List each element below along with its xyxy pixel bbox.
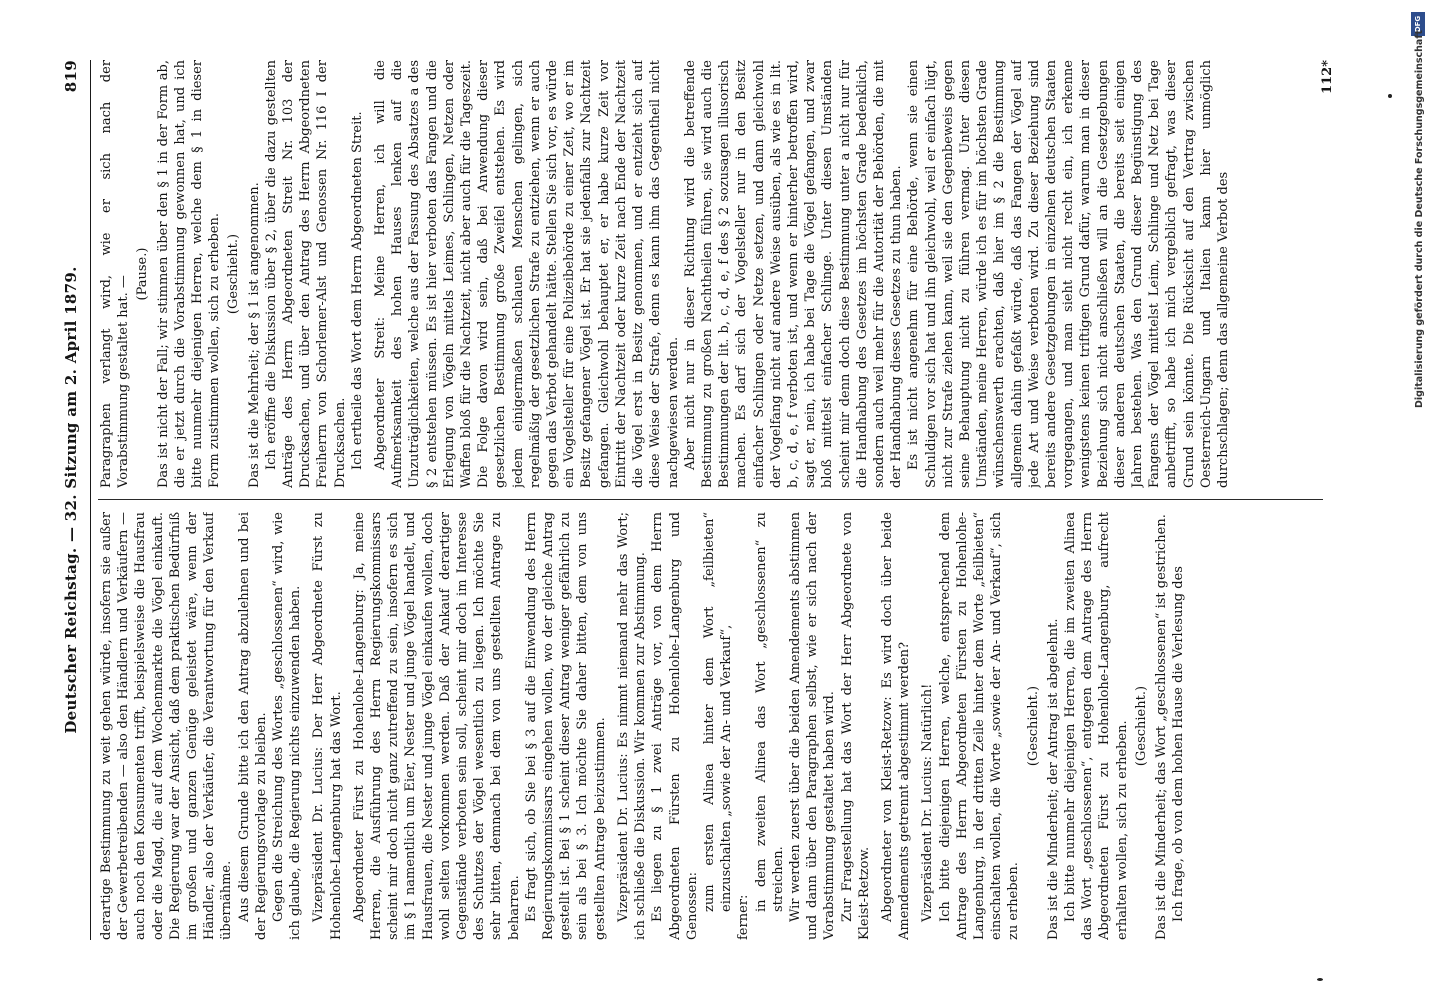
right-column (98, 60, 1323, 488)
running-head (62, 60, 86, 940)
digitization-note-text: Digitalisierung gefördert durch die Deutsche Forschungsgemeinschaft (1414, 30, 1425, 408)
paragraph: ferner: (736, 894, 752, 940)
paragraph: Das ist die Mehrheit; der § 1 ist angenommen. (246, 182, 262, 488)
left-column (98, 512, 1323, 940)
scan-speck (1388, 94, 1392, 98)
signature-mark: 112* (1320, 60, 1335, 94)
paragraph-speaker: Vizepräsident Dr. Lucius: Natürlich! (920, 683, 936, 922)
paragraph: Aber nicht nur in dieser Richtung wird die betreffende Bestimmung zu großen Nachtheilen führen, sie wird auch die Bestimmungen der lit. b, c, d, e, f des § 2 sozusagen illusorisch machen. Es darf sich der Vogelsteller nur in den Besitz einfacher Schlingen oder Netze setzen, und dann gleichwohl der Vogelfang nicht auf andere Weise ausüben, als wie es in lit. b, c, d, e, f verboten ist, und wenn er hinterher betroffen wird, sagt er, nein, ich habe bei Tage die Vögel gefangen, und zwar bloß mittelst einfacher Schlinge. Unter diesen Umständen scheint mir denn doch diese Bestimmung unter a nicht nur für die Handhabung des Gesetzes im höchsten Grade bedenklich, sondern auch weil mehr für die Autorität der Behörden, die mit der Handhabung dieses Gesetzes zu thun haben. (682, 60, 905, 488)
stage-direction: (Geschieht.) (226, 233, 242, 315)
paragraph: Es ist nicht angenehm für eine Behörde, wenn sie einen Schuldigen vor sich hat und ihn gleichwohl, weil er einfach lügt, nicht zur Strafe ziehen kann, weil sie den Gegenbeweis gegen seine Behauptung nicht zu führen vermag. Unter diesen Umständen, meine Herren, würde ich es für im höchsten Grade wünschenswerth erachten, daß hier im § 2 die Bestimmung allgemein dahin gefaßt würde, daß das Fangen der Vögel auf jede Art und Weise verboten wird. Zu dieser Beziehung sind bereits andere Gesetzgebungen in einzelnen deutschen Staaten vorgegangen, und man sieht nicht recht ein, ich erkenne wenigstens keinen triftigen Grund dafür, warum man in dieser Beziehung sich nicht anschließen will an die Gesetzgebungen dieser anderen deutschen Staaten, die bereits seit einigen Jahren bestehen. Was den Grund dieser Begünstigung des Fangens der Vögel mittelst Leim, Schlinge und Netz bei Tage anbetrifft, so habe ich mich vergeblich gefragt, was dieser Grund sein könnte. Die Rücksicht auf den Vertrag zwischen Oesterreich-Ungarn und Italien kann hier unmöglich durchschlagen; denn das allgemeine Verbot des (906, 60, 1231, 488)
dfg-logo-text: DFG (1414, 15, 1422, 33)
paragraph: Es fragt sich, ob Sie bei § 3 auf die Einwendung des Herrn Regierungskommissars eingehen wollen, wo der gleiche Antrag gestellt ist. Bei § 1 scheint dieser Antrag weniger gefährlich zu sein als bei § 3. Ich möchte Sie daher bitten, dem von uns gestellten Antrage beizustimmen. (523, 512, 608, 940)
paragraph: Ich ertheile das Wort dem Herrn Abgeordneten Streit. (349, 111, 365, 470)
paragraph: Es liegen zu § 1 zwei Anträge vor, von dem Herrn Abgeordneten Fürsten zu Hohenlohe-Langenburg und Genossen: (650, 512, 700, 940)
paragraph: Paragraphen verlangt wird, wie er sich nach der Vorabstimmung gestaltet hat. — (99, 60, 132, 488)
header-title: Deutscher Reichstag. — 32. Sitzung am 2. April 1879. (62, 266, 80, 734)
digitization-note (1408, 0, 1428, 1000)
column-divider (98, 499, 1323, 500)
paragraph: Ich bitte nunmehr diejenigen Herren, die im zweiten Alinea das Wort „geschlossenen“, entgegen dem Antrage des Herrn Abgeordneten Fürst zu Hohenlohe-Langenburg, aufrecht erhalten wollen, sich zu erheben. (1062, 512, 1130, 940)
document-page (62, 60, 1335, 940)
paragraph-speaker: Vizepräsident Dr. Lucius: Es nimmt niemand mehr das Wort; ich schließe die Diskussion. Wir kommen zur Abstimmung. (615, 512, 649, 940)
stage-direction: (Geschieht.) (1025, 685, 1041, 767)
header-rule (90, 60, 91, 940)
paragraph: Ich frage, ob von dem hohen Hause die Verlesung des (1171, 566, 1187, 922)
paragraph: Gegen die Streichung des Wortes „geschlossenen“ wird, wie ich glaube, die Regierung nichts einzuwenden haben. (271, 512, 304, 940)
stage-direction: (Pause.) (135, 247, 151, 301)
paragraph: Das ist nicht der Fall; wir stimmen über den § 1 in der Form ab, die er jetzt durch die Vorabstimmung gewonnen hat, und ich bitte nunmehr diejenigen Herren, welche dem § 1 in dieser Form zustimmen wollen, sich zu erheben. (155, 60, 223, 488)
paragraph-speaker: Abgeordneter Fürst zu Hohenlohe-Langenburg: Ja, meine Herren, die Ausführung des Herrn Regierungskommissars scheint mir doch nicht ganz zutreffend zu sein, insofern es sich im § 1 namentlich um Eier, Nester und junge Vögel handelt, und Hausfrauen, die Nester und junge Vögel einkaufen wollen, doch wohl selten vorkommen werden. Daß der Ankauf derartiger Gegenstände verboten sein soll, scheint mir doch im Interesse des Schutzes der Vögel wesentlich zu liegen. Ich möchte Sie sehr bitten, demnach bei dem von uns gestellten Antrage zu beharren. (351, 512, 522, 940)
paragraph-speaker: Abgeordneter Streit: Meine Herren, ich will die Aufmerksamkeit des hohen Hauses lenken auf die Unzuträglichkeiten, welche aus der Fassung des Absatzes a des § 2 entstehen müssen. Es ist hier verboten das Fangen und die Erlegung von Vögeln mittels Leimes, Schlingen, Netzen oder Waffen bloß für die Nachtzeit, nicht aber auch für die Tageszeit. Die Folge davon wird sein, daß bei Anwendung dieser gesetzlichen Bestimmung große Zweifel entstehen. Es wird jedem einigermaßen schlauen Menschen gelingen, sich regelmäßig der gesetzlichen Strafe zu entziehen, wenn er auch gegen das Verbot gehandelt hätte. Stellen Sie sich vor, es würde ein Vogelsteller für eine Polizeibehörde zu einer Zeit, wo er im Besitz gefangener Vögel ist. Er hat sie jedenfalls zur Nachtzeit gefangen. Gleichwohl behauptet er, er habe kurze Zeit vor Eintritt der Nachtzeit oder kurze Zeit nach Ende der Nachtzeit die Vögel erst in Besitz genommen, und er entzieht sich auf diese Weise der Strafe, denn es kann ihm das Gegentheil nicht nachgewiesen werden. (373, 60, 681, 488)
paragraph: Aus diesem Grunde bitte ich den Antrag abzulehnen und bei der Regierungsvorlage zu bleiben. (236, 512, 269, 940)
paragraph: Ich eröffne die Diskussion über § 2, über die dazu gestellten Anträge des Herrn Abgeordneten Streit Nr. 103 der Drucksachen, und über den Antrag des Herrn Abgeordneten Freiherrn von Schorlemer-Alst und Genossen Nr. 116 I der Drucksachen. (263, 60, 348, 488)
paragraph: derartige Bestimmung zu weit gehen würde, insofern sie außer der Gewerbetreibenden — also den Händlern und Verkäufern — auch noch den Konsumenten trifft, beispielsweise die Hausfrau oder die Magd, die auf dem Wochenmarkte die Vögel einkauft. Die Regierung war der Ansicht, daß dem praktischen Bedürfniß im großen und ganzen Genüge geleistet wäre, wenn der Händler, also der Verkäufer, die Verantwortung für den Verkauf übernähme. (99, 512, 235, 940)
page-number: 819 (62, 60, 80, 93)
paragraph: Wir werden zuerst über die beiden Amendements abstimmen und dann über den Paragraphen selbst, wie er sich nach der Vorabstimmung gestaltet haben wird. (787, 512, 838, 940)
paragraph: Ich bitte diejenigen Herren, welche, entsprechend dem Antrage des Herrn Abgeordneten Fürsten zu Hohenlohe-Langenburg, in der dritten Zeile hinter dem Worte „feilbieten“ einschalten wollen, die Worte „sowie der An- und Verkauf“, sich zu erheben. (937, 512, 1022, 940)
paragraph-quote: zum ersten Alinea hinter dem Wort „feilbieten“ einzuschalten „sowie der An- und Verkauf“, (701, 512, 735, 912)
paragraph: Das ist die Minderheit; das Wort „geschlossenen“ ist gestrichen. (1153, 514, 1169, 940)
paragraph-quote: in dem zweiten Alinea das Wort „geschlossenen“ zu streichen. (753, 512, 786, 912)
scan-speck (1317, 978, 1323, 981)
paragraph: Zur Fragestellung hat das Wort der Herr Abgeordnete von Kleist-Retzow. (839, 512, 872, 940)
paragraph-speaker: Vizepräsident Dr. Lucius: Der Herr Abgeordnete Fürst zu Hohenlohe-Langenburg hat das Wort. (311, 512, 344, 940)
stage-direction: (Geschieht.) (1133, 685, 1149, 767)
paragraph-speaker: Abgeordneter von Kleist-Retzow: Es wird doch über beide Amendements getrennt abgestimmt werden? (879, 512, 913, 940)
paragraph: Das ist die Minderheit; der Antrag ist abgelehnt. (1045, 618, 1061, 940)
